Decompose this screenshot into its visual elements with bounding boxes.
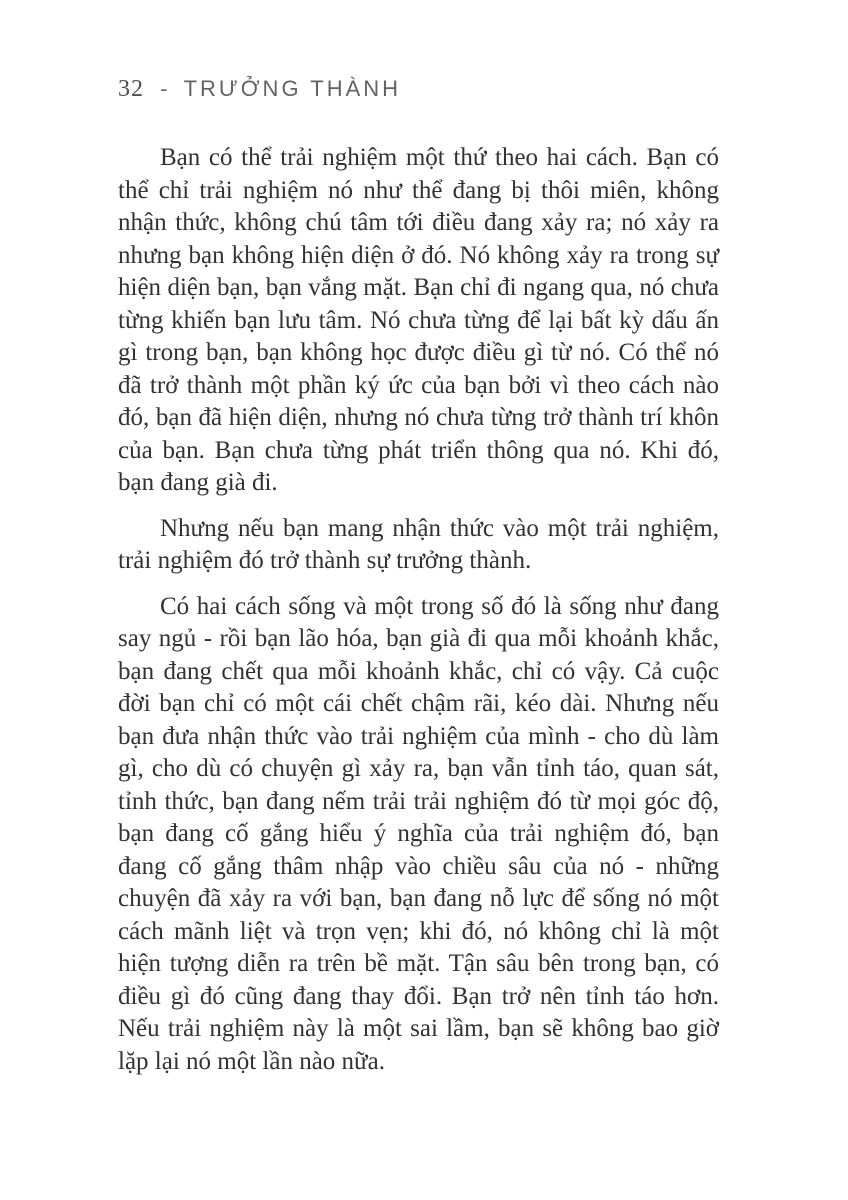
body-paragraph: Bạn có thể trải nghiệm một thứ theo hai cách. Bạn có thể chỉ trải nghiệm nó như thể đang bị thôi miên, không nhận thức, không chú tâm tới điều đang xảy ra; nó xảy ra nhưng bạn không hiện diện ở đó. Nó không xảy ra trong sự hiện diện bạn, bạn vắng mặt. Bạn chỉ đi ngang qua, nó chưa từng khiến bạn lưu tâm. Nó chưa từng để lại bất kỳ dấu ấn gì trong bạn, bạn không học được điều gì từ nó. Có thể nó đã trở thành một phần ký ức của bạn bởi vì theo cách nào đó, bạn đã hiện diện, nhưng nó chưa từng trở thành trí khôn của bạn. Bạn chưa từng phát triển thông qua nó. Khi đó, bạn đang già đi. [118, 144, 719, 496]
body-paragraph: Nhưng nếu bạn mang nhận thức vào một trải nghiệm, trải nghiệm đó trở thành sự trưởng thành. [118, 514, 719, 574]
header-separator: - [160, 76, 168, 101]
body-paragraph: Có hai cách sống và một trong số đó là sống như đang say ngủ - rồi bạn lão hóa, bạn già đi qua mỗi khoảnh khắc, bạn đang chết qua mỗi khoảnh khắc, chỉ có vậy. Cả cuộc đời bạn chỉ có một cái chết chậm rãi, kéo dài. Nhưng nếu bạn đưa nhận thức vào trải nghiệm của mình - cho dù làm gì, cho dù có chuyện gì xảy ra, bạn vẫn tỉnh táo, quan sát, tỉnh thức, bạn đang nếm trải trải nghiệm đó từ mọi góc độ, bạn đang cố gắng hiểu ý nghĩa của trải nghiệm đó, bạn đang cố gắng thâm nhập vào chiều sâu của nó - những chuyện đã xảy ra với bạn, bạn đang nỗ lực để sống nó một cách mãnh liệt và trọn vẹn; khi đó, nó không chỉ là một hiện tượng diễn ra trên bề mặt. Tận sâu bên trong bạn, có điều gì đó cũng đang thay đổi. Bạn trở nên tỉnh táo hơn. Nếu trải nghiệm này là một sai lầm, bạn sẽ không bao giờ lặp lại nó một lần nào nữa. [118, 592, 719, 1075]
body-text [118, 142, 719, 1091]
running-header [118, 76, 718, 102]
book-title: TRƯỞNG THÀNH [183, 76, 402, 101]
page-number: 32 [118, 76, 144, 102]
